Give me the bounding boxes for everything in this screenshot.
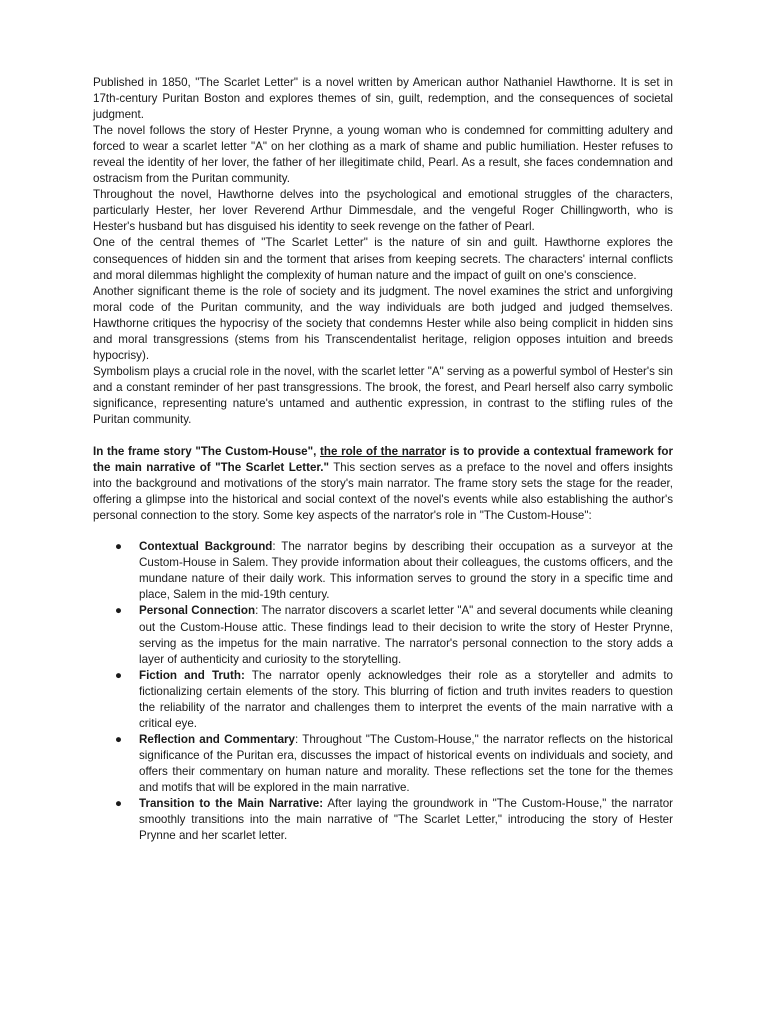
intro-section [93, 75, 673, 428]
intro-paragraph-sin-guilt: One of the central themes of "The Scarlet Letter" is the nature of sin and guilt. Hawthorne explores the consequences of hidden sin and the torment that arises from keeping secrets. The characters' internal conflicts and moral dilemmas highlight the complexity of human nature and the impact of guilt on one's conscience. [93, 236, 673, 282]
bullet-icon: ● [115, 797, 123, 811]
narrator-role-phrase: the role of the narrato [320, 445, 442, 459]
intro-paragraph-publication: Published in 1850, "The Scarlet Letter" is a novel written by American author Nathaniel Hawthorne. It is set in 17th-century Puritan Boston and explores themes of sin, guilt, redemption, and the consequences of societal judgment. [93, 76, 673, 122]
list-item [93, 732, 673, 796]
bullet-icon: ● [115, 668, 123, 682]
intro-paragraph-society: Another significant theme is the role of society and its judgment. The novel examines the strict and unforgiving moral code of the Puritan community, and the way individuals are both judged and judged themselves. Hawthorne critiques the hypocrisy of the society that condemns Hester while also being complicit in hidden sins and moral transgressions (stems from his Transcendentalist heritage, religion opposes intuition and breeds hypocrisy). [93, 284, 673, 362]
narrator-aspects-list [93, 539, 673, 844]
bullet-icon: ● [115, 604, 123, 618]
aspect-text: : The narrator begins by describing their occupation as a surveyor at the Custom-House in Salem. They provide information about their colleagues, the customs officers, and the mundane nature of their daily work. This information serves to ground the story in a specific time and place, Salem in the mid-19th century. [139, 540, 674, 602]
aspect-title: Contextual Background [139, 540, 273, 554]
list-item [93, 603, 673, 667]
aspect-title: Fiction and Truth: [139, 668, 245, 682]
list-item [93, 539, 673, 603]
aspect-text: : Throughout "The Custom-House," the narrator reflects on the historical significance of the Puritan era, discusses the impact of historical events on individuals and society, and offers their commentary on human nature and morality. These reflections set the tone for the themes and motifs that will be explored in the main narrative. [139, 732, 674, 794]
aspect-text: The narrator openly acknowledges their role as a storyteller and admits to fictionalizing certain elements of the story. This blurring of fiction and truth invites readers to question the reliability of the narrator and challenges them to interpret the events of the main narrative with a critical eye. [139, 668, 673, 730]
frame-story-body: This section serves as a preface to the novel and offers insights into the background and motivations of the story's main narrator. The frame story sets the stage for the reader, offering a glimpse into the historical and social context of the novel's events while also establishing the author's personal connection to the story. Some key aspects of the narrator's role in "The Custom-House": [93, 461, 673, 523]
intro-paragraph-symbolism: Symbolism plays a crucial role in the novel, with the scarlet letter "A" serving as a powerful symbol of Hester's sin and a constant reminder of her past transgressions. The brook, the forest, and Pearl herself also carry symbolic significance, representing nature's untamed and authentic expression, in contrast to the stifling rules of the Puritan community. [93, 364, 673, 426]
aspect-title: Reflection and Commentary [139, 732, 295, 746]
list-item [93, 796, 673, 844]
aspect-text: : The narrator discovers a scarlet letter "A" and several documents while cleaning out the Custom-House attic. These findings lead to their decision to write the story of Hester Prynne, serving as the impetus for the main narrative. The narrator's personal connection to the story adds a layer of authenticity and curiosity to the storytelling. [139, 604, 673, 666]
bullet-icon: ● [115, 732, 123, 746]
aspect-title: Personal Connection [139, 604, 256, 618]
frame-story-lead-end: r is to provide a contextual framework for the main narrative of "The Scarlet Letter." [93, 445, 673, 475]
intro-paragraph-plot: The novel follows the story of Hester Prynne, a young woman who is condemned for committing adultery and forced to wear a scarlet letter "A" on her clothing as a mark of shame and public humiliation. Hester refuses to reveal the identity of her lover, the father of her illegitimate child, Pearl. As a result, she faces condemnation and ostracism from the Puritan community. [93, 124, 673, 186]
intro-paragraph-characters: Throughout the novel, Hawthorne delves into the psychological and emotional struggles of the characters, particularly Hester, her lover Reverend Arthur Dimmesdale, and the vengeful Roger Chillingworth, who is Hester's husband but has disguised his identity to seek revenge on the father of Pearl. [93, 188, 673, 234]
aspect-title: Transition to the Main Narrative: [139, 797, 324, 811]
document-page [93, 75, 673, 844]
aspect-text: After laying the groundwork in "The Custom-House," the narrator smoothly transitions into the main narrative of "The Scarlet Letter," introducing the story of Hester Prynne and her scarlet letter. [139, 797, 673, 843]
frame-story-lead: In the frame story "The Custom-House", [93, 445, 320, 459]
frame-story-paragraph [93, 444, 673, 524]
bullet-icon: ● [115, 540, 123, 554]
list-item [93, 668, 673, 732]
section-spacer [93, 428, 673, 444]
